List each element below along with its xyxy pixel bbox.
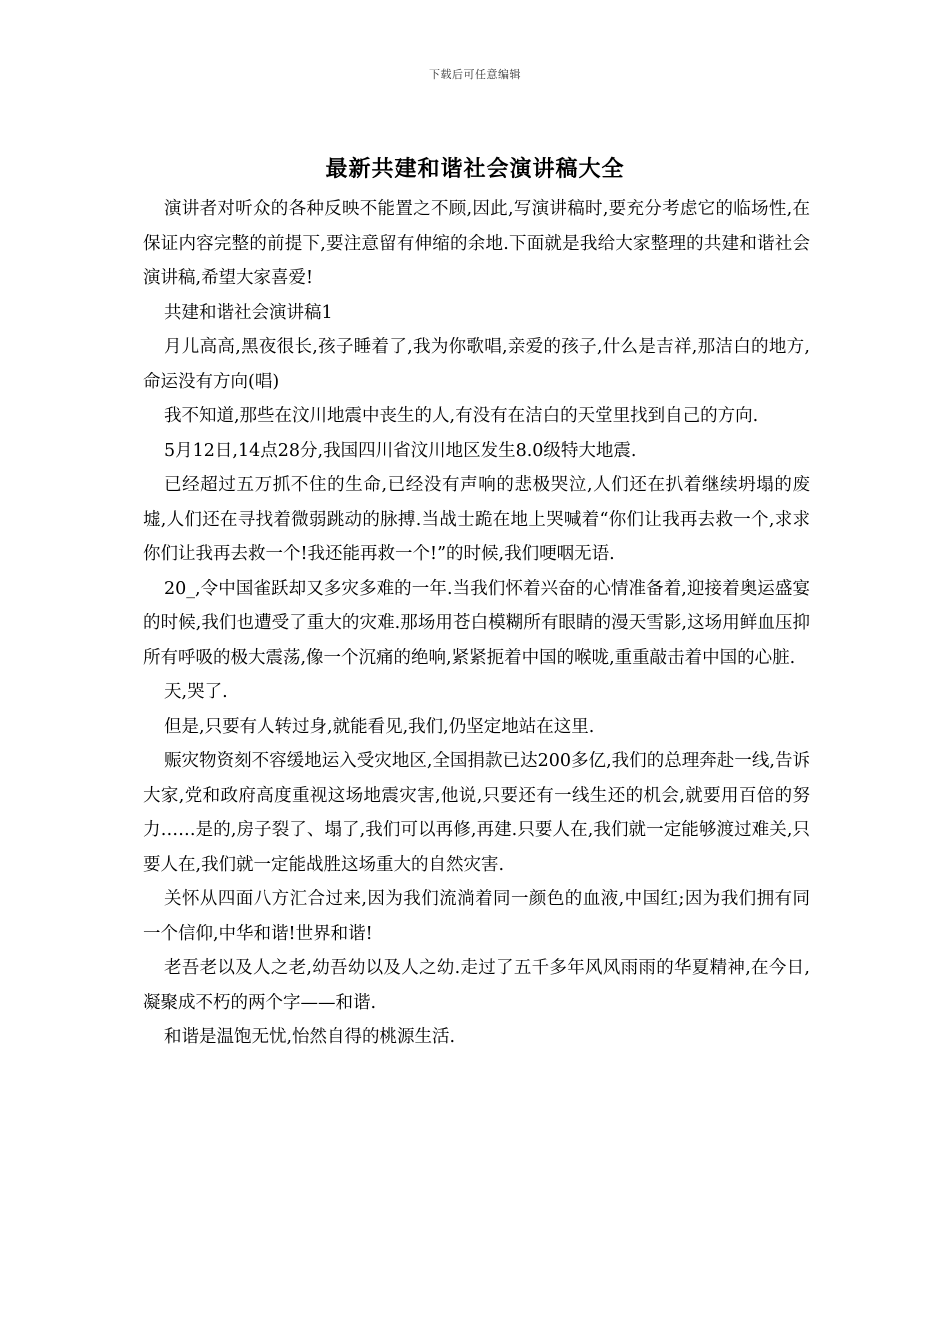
paragraph: 我不知道,那些在汶川地震中丧生的人,有没有在洁白的天堂里找到自己的方向. (164, 406, 759, 426)
document-title: 最新共建和谐社会演讲稿大全 (325, 156, 625, 182)
paragraph: 20_,令中国雀跃却又多灾多难的一年.当我们怀着兴奋的心情准备着,迎接着奥运盛宴的时候,我们也遭受了重大的灾难.那场用苍白模糊所有眼睛的漫天雪影,这场用鲜血压抑所有呼吸的极大震荡,像一个沉痛的绝响,紧紧扼着中国的喉咙,重重敲击着中国的心脏. (143, 578, 810, 668)
paragraph: 老吾老以及人之老,幼吾幼以及人之幼.走过了五千多年风风雨雨的华夏精神,在今日,凝聚成不朽的两个字——和谐. (143, 958, 810, 1013)
page-header-note: 下载后可任意编辑 (429, 68, 521, 81)
document-body (143, 192, 810, 1055)
paragraph-song-lyric: 月儿高高,黑夜很长,孩子睡着了,我为你歌唱,亲爱的孩子,什么是吉祥,那洁白的地方,命运没有方向(唱) (143, 337, 810, 392)
paragraph: 但是,只要有人转过身,就能看见,我们,仍坚定地站在这里. (164, 716, 595, 737)
paragraph-intro: 演讲者对听众的各种反映不能置之不顾,因此,写演讲稿时,要充分考虑它的临场性,在保证内容完整的前提下,要注意留有伸缩的余地.下面就是我给大家整理的共建和谐社会演讲稿,希望大家喜爱! (143, 199, 810, 288)
paragraph-date: 5月12日,14点28分,我国四川省汶川地区发生8.0级特大地震. (164, 440, 637, 461)
paragraph-section-heading: 共建和谐社会演讲稿1 (164, 302, 333, 323)
paragraph: 已经超过五万抓不住的生命,已经没有声响的悲极哭泣,人们还在扒着继续坍塌的废墟,人们还在寻找着微弱跳动的脉搏.当战士跪在地上哭喊着“你们让我再去救一个,求求你们让我再去救一个!我还能再救一个!”的时候,我们哽咽无语. (143, 475, 810, 564)
paragraph: 赈灾物资刻不容缓地运入受灾地区,全国捐款已达200多亿,我们的总理奔赴一线,告诉大家,党和政府高度重视这场地震灾害,他说,只要还有一线生还的机会,就要用百倍的努力……是的,房子裂了、塌了,我们可以再修,再建.只要人在,我们就一定能够渡过难关,只要人在,我们就一定能战胜这场重大的自然灾害. (143, 751, 810, 875)
paragraph: 关怀从四面八方汇合过来,因为我们流淌着同一颜色的血液,中国红;因为我们拥有同一个信仰,中华和谐!世界和谐! (143, 889, 810, 944)
paragraph: 天,哭了. (164, 682, 228, 702)
paragraph: 和谐是温饱无忧,怡然自得的桃源生活. (164, 1027, 456, 1047)
